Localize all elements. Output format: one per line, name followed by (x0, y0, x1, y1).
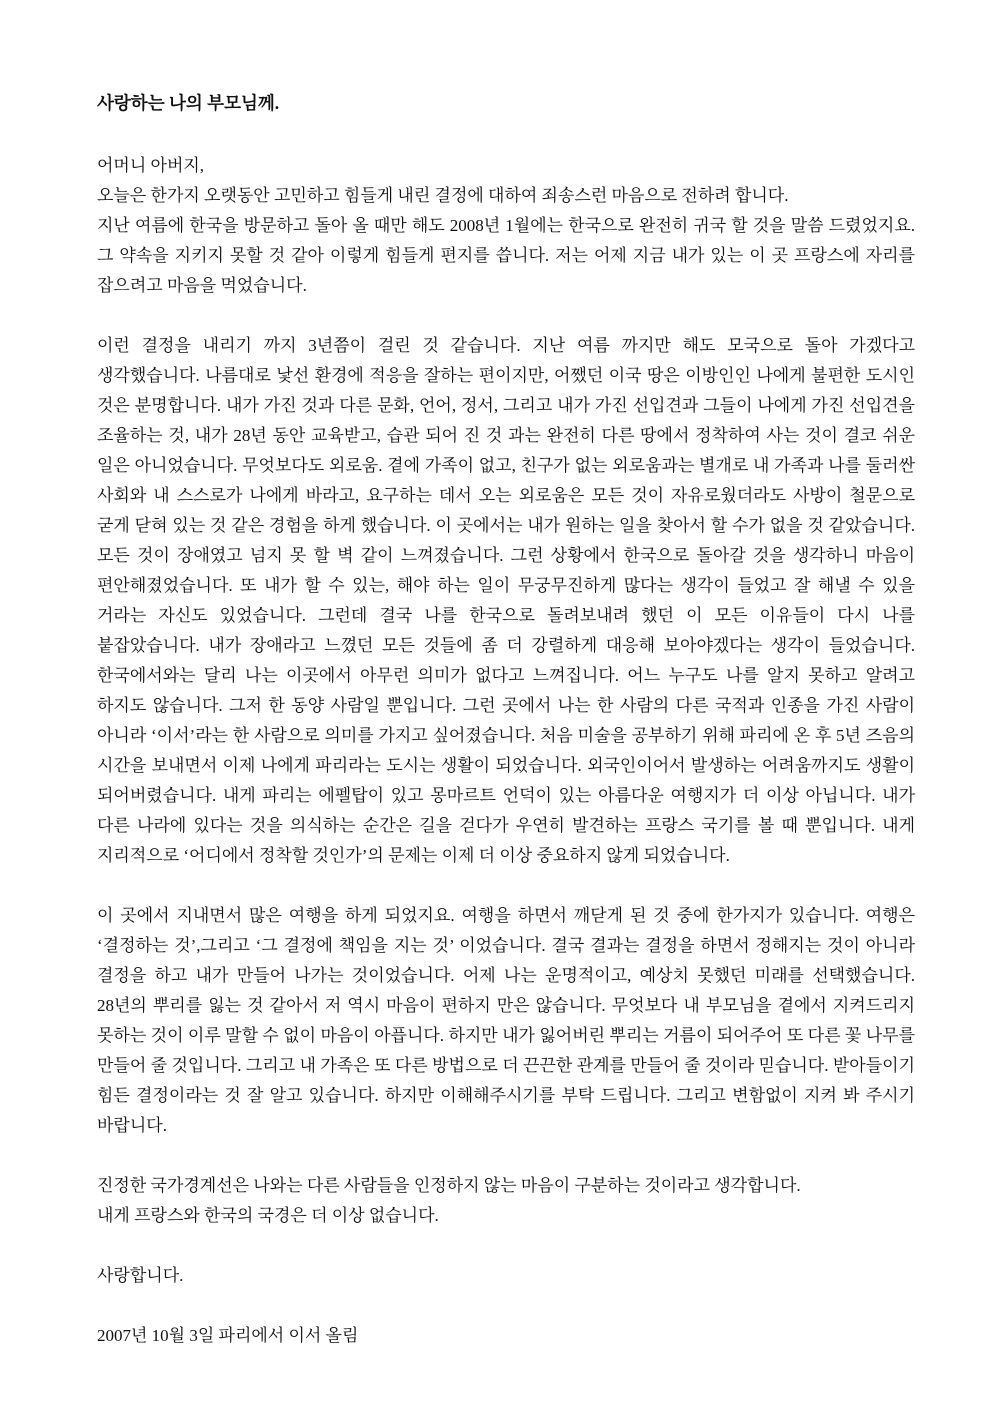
paragraph-line: 오늘은 한가지 오랫동안 고민하고 힘들게 내린 결정에 대하여 죄송스런 마음으로 전하려 합니다. (97, 186, 789, 205)
letter-paragraph (97, 331, 915, 871)
letter-closing: 사랑합니다. (97, 1266, 184, 1285)
paragraph-line: 내게 프랑스와 한국의 국경은 더 이상 없습니다. (97, 1206, 439, 1225)
paragraph-line: 이런 결정을 내리기 까지 3년쯤이 걸린 것 같습니다. 지난 여름 까지만 해도 모국으로 돌아 가겠다고 생각했습니다. 나름대로 낯선 환경에 적응을 잘하는 편이지만, 어쨌던 이국 땅은 이방인인 나에게 불편한 도시인 것은 분명합니다. 내가 가진 것과 다른 문화, 언어, 정서, 그리고 내가 가진 선입견과 그들이 나에게 가진 선입견을 조율하는 것, 내가 28년 동안 교육받고, 습관 되어 진 것 과는 완전히 다른 땅에서 정착하여 사는 것이 결코 쉬운 일은 아니었습니다. 무엇보다도 외로움. 곁에 가족이 없고, 친구가 없는 외로움과는 별개로 내 가족과 나를 둘러싼 사회와 내 스스로가 나에게 바라고, 요구하는 데서 오는 외로움은 모든 것이 자유로웠더라도 사방이 철문으로 굳게 닫혀 있는 것 같은 경험을 하게 했습니다. 이 곳에서는 내가 원하는 일을 찾아서 할 수가 없을 것 같았습니다. 모든 것이 장애였고 넘지 못 할 벽 같이 느껴졌습니다. 그런 상황에서 한국으로 돌아갈 것을 생각하니 마음이 편안해졌었습니다. 또 내가 할 수 있는, 해야 하는 일이 무궁무진하게 많다는 생각이 들었고 잘 해낼 수 있을 거라는 자신도 있었습니다. 그런데 결국 나를 한국으로 돌려보내려 했던 이 모든 이유들이 다시 나를 붙잡았습니다. 내가 장애라고 느꼈던 모든 것들에 좀 더 강렬하게 대응해 보아야겠다는 생각이 들었습니다. 한국에서와는 달리 나는 이곳에서 아무런 의미가 없다고 느껴집니다. 어느 누구도 나를 알지 못하고 알려고 하지도 않습니다. 그저 한 동양 사람일 뿐입니다. 그런 곳에서 나는 한 사람의 다른 국적과 인종을 가진 사람이 아니라 ‘이서’라는 한 사람으로 의미를 가지고 싶어졌습니다. 처음 미술을 공부하기 위해 파리에 온 후 5년 즈음의 시간을 보내면서 이제 나에게 파리라는 도시는 생활이 되었습니다. 외국인이어서 발생하는 어려움까지도 생활이 되어버렸습니다. 내게 파리는 에펠탑이 있고 몽마르트 언덕이 있는 아름다운 여행지가 더 이상 아닙니다. 내가 다른 나라에 있다는 것을 의식하는 순간은 길을 걷다가 우연히 발견하는 프랑스 국기를 볼 때 뿐입니다. 내게 지리적으로 ‘어디에서 정착할 것인가’의 문제는 이제 더 이상 중요하지 않게 되었습니다. (97, 336, 915, 865)
letter-title: 사랑하는 나의 부모님께. (97, 93, 280, 113)
letter-signature: 2007년 10월 3일 파리에서 이서 올림 (97, 1326, 359, 1345)
paragraph-line: 진정한 국가경계선은 나와는 다른 사람들을 인정하지 않는 마음이 구분하는 것이라고 생각합니다. (97, 1176, 801, 1195)
paragraph-line: 이 곳에서 지내면서 많은 여행을 하게 되었지요. 여행을 하면서 깨닫게 된 것 중에 한가지가 있습니다. 여행은 ‘결정하는 것’,그리고 ‘그 결정에 책임을 지는 것’ 이었습니다. 결국 결과는 결정을 하면서 정해지는 것이 아니라 결정을 하고 내가 만들어 나가는 것이었습니다. 어제 나는 운명적이고, 예상치 못했던 미래를 선택했습니다. 28년의 뿌리를 잃는 것 같아서 저 역시 마음이 편하지 만은 않습니다. 무엇보다 내 부모님을 곁에서 지켜드리지 못하는 것이 이루 말할 수 없이 마음이 아픕니다. 하지만 내가 잃어버린 뿌리는 거름이 되어주어 또 다른 꽃 나무를 만들어 줄 것입니다. 그리고 내 가족은 또 다른 방법으로 더 끈끈한 관계를 만들어 줄 것이라 믿습니다. 받아들이기 힘든 결정이라는 것 잘 알고 있습니다. 하지만 이해해주시기를 부탁 드립니다. 그리고 변함없이 지켜 봐 주시기 바랍니다. (97, 906, 915, 1135)
letter-paragraph (97, 901, 915, 1141)
letter-paragraph (97, 1171, 915, 1231)
paragraph-line: 어머니 아버지, (97, 156, 205, 175)
letter-paragraph (97, 151, 915, 301)
paragraph-line: 지난 여름에 한국을 방문하고 돌아 올 때만 해도 2008년 1월에는 한국으로 완전히 귀국 할 것을 말씀 드렸었지요. 그 약속을 지키지 못할 것 같아 이렇게 힘들게 편지를 씁니다. 저는 어제 지금 내가 있는 이 곳 프랑스에 자리를 잡으려고 마음을 먹었습니다. (97, 216, 915, 295)
letter-body (97, 151, 915, 1231)
